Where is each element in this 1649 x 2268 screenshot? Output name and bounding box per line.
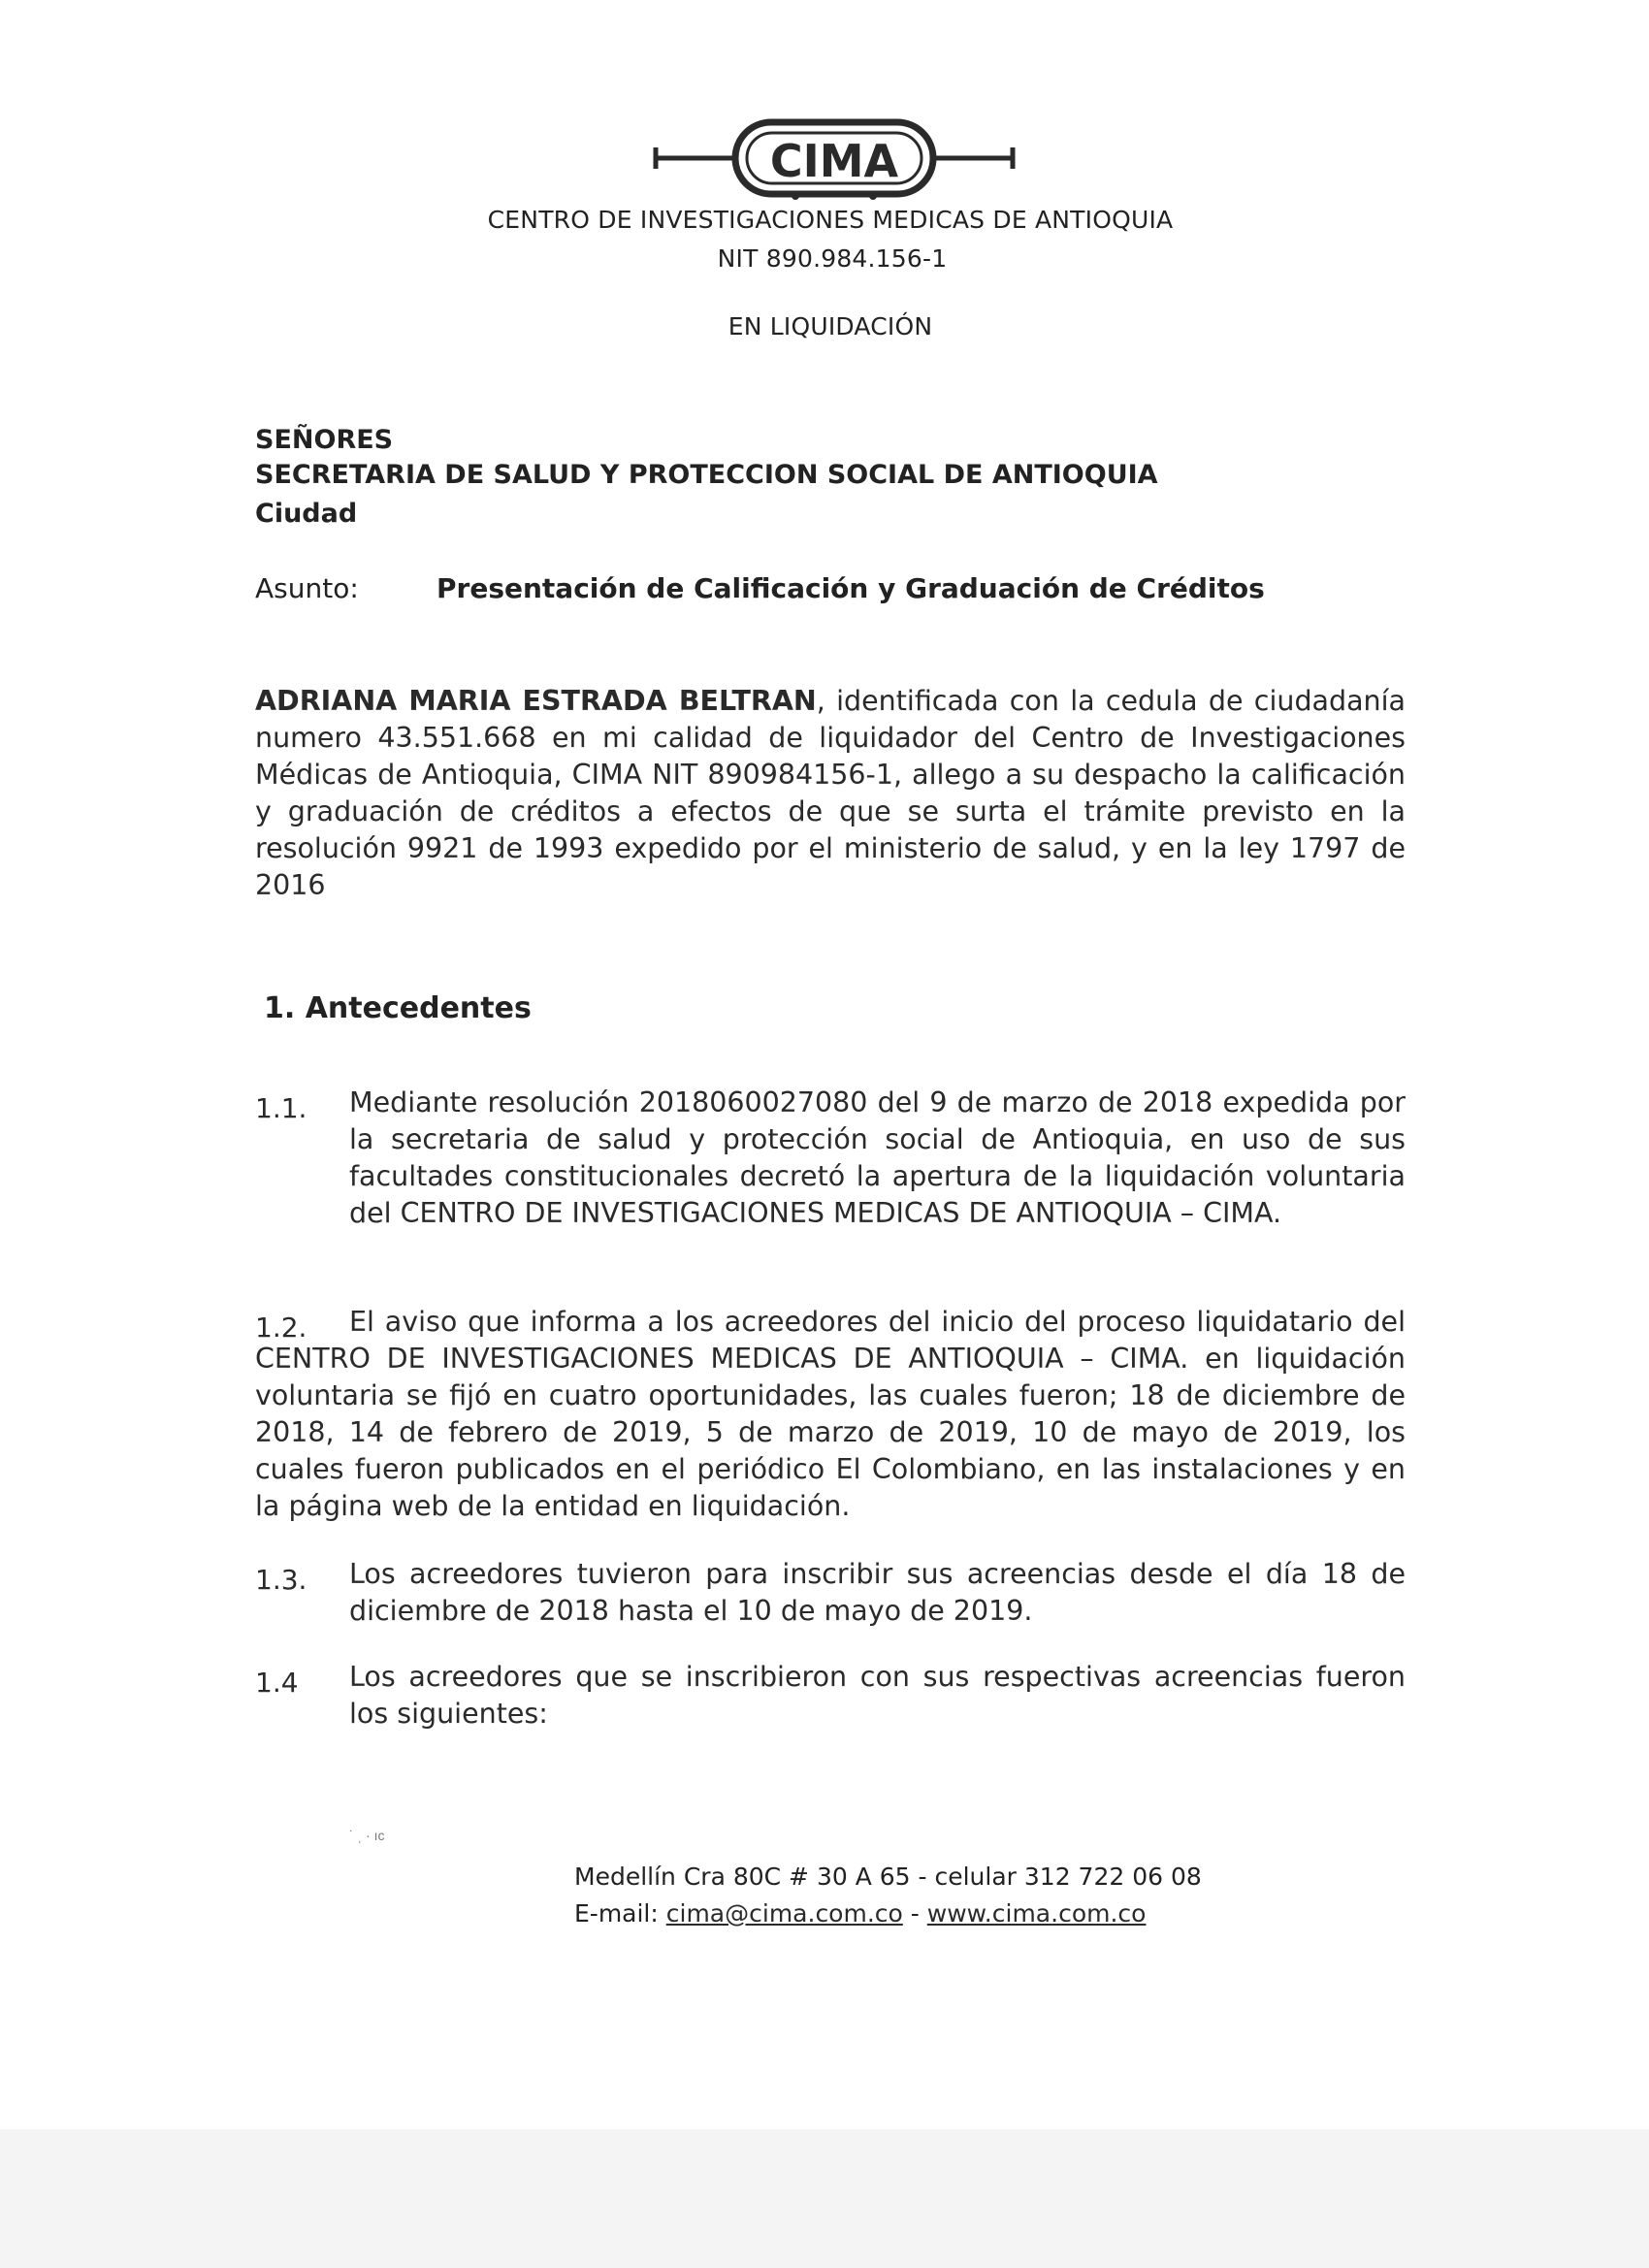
salutation: SEÑORES [255,425,394,455]
organization-name: CENTRO DE INVESTIGACIONES MEDICAS DE ANTIOQUIA [487,206,1174,234]
svg-text:CIMA: CIMA [769,135,899,187]
intro-text: , identificada con la cedula de ciudadanía numero 43.551.668 en mi calidad de liquidador del Centro de Investigaciones Médicas de Antioquia, CIMA NIT 890984156-1, allego a su despacho la calificación y graduación de créditos a efectos de que se surta el trámite previsto en la resolución 9921 de 1993 expedido por el ministerio de salud, y en la ley 1797 de 2016 [255,685,1406,901]
item-text: El aviso que informa a los acreedores del inicio del proceso liquidatario del CENTRO DE INVESTIGACIONES MEDICAS DE ANTIOQUIA – CIMA. en liquidación voluntaria se fijó en cuatro oportunidades, las cuales fueron; 18 de diciembre de 2018, 14 de febrero de 2019, 5 de marzo de 2019, 10 de mayo de 2019, los cuales fueron publicados en el periódico El Colombiano, en las instalaciones y en la página web de la entidad en liquidación. [255,1306,1406,1522]
email-label: E-mail: [574,1899,659,1928]
intro-paragraph [255,683,1406,904]
website-link[interactable]: www.cima.com.co [926,1899,1147,1928]
scan-artifact: ˙ ˌ · ıᴄ [349,1828,385,1843]
subject-text: Presentación de Calificación y Graduación de Créditos [436,572,1265,604]
subject-label: Asunto: [255,572,359,604]
scan-shadow [0,2129,1649,2268]
email-link[interactable]: cima@cima.com.co [665,1899,903,1928]
item-text: Mediante resolución 2018060027080 del 9 de marzo de 2018 expedida por la secretaria de salud y protección social de Antioquia, en uso de sus facultades constitucionales decretó la apertura de la liquidación voluntaria del CENTRO DE INVESTIGACIONES MEDICAS DE ANTIOQUIA – CIMA. [349,1086,1406,1229]
item-text: Los acreedores tuvieron para inscribir sus acreencias desde el día 18 de diciembre de 2018 hasta el 10 de mayo de 2019. [349,1558,1406,1627]
section-heading: 1. Antecedentes [264,991,532,1025]
item-number: 1.2. [255,1312,307,1344]
recipient-city: Ciudad [255,499,358,529]
liquidator-name: ADRIANA MARIA ESTRADA BELTRAN [255,685,817,717]
footer-address: Medellín Cra 80C # 30 A 65 - celular 312 722 06 08 [574,1863,1202,1891]
liquidation-status: EN LIQUIDACIÓN [728,312,933,340]
organization-nit: NIT 890.984.156-1 [717,244,948,273]
item-number: 1.1. [255,1092,307,1124]
recipient: SECRETARIA DE SALUD Y PROTECCION SOCIAL DE ANTIOQUIA [255,460,1158,490]
item-text: Los acreedores que se inscribieron con sus respectivas acreencias fueron los siguientes: [349,1661,1406,1730]
item-number: 1.3. [255,1564,307,1596]
footer-contact [574,1899,1146,1928]
item-number: 1.4 [255,1667,299,1699]
footer-separator: - [910,1899,920,1928]
cima-logo [650,114,1018,202]
